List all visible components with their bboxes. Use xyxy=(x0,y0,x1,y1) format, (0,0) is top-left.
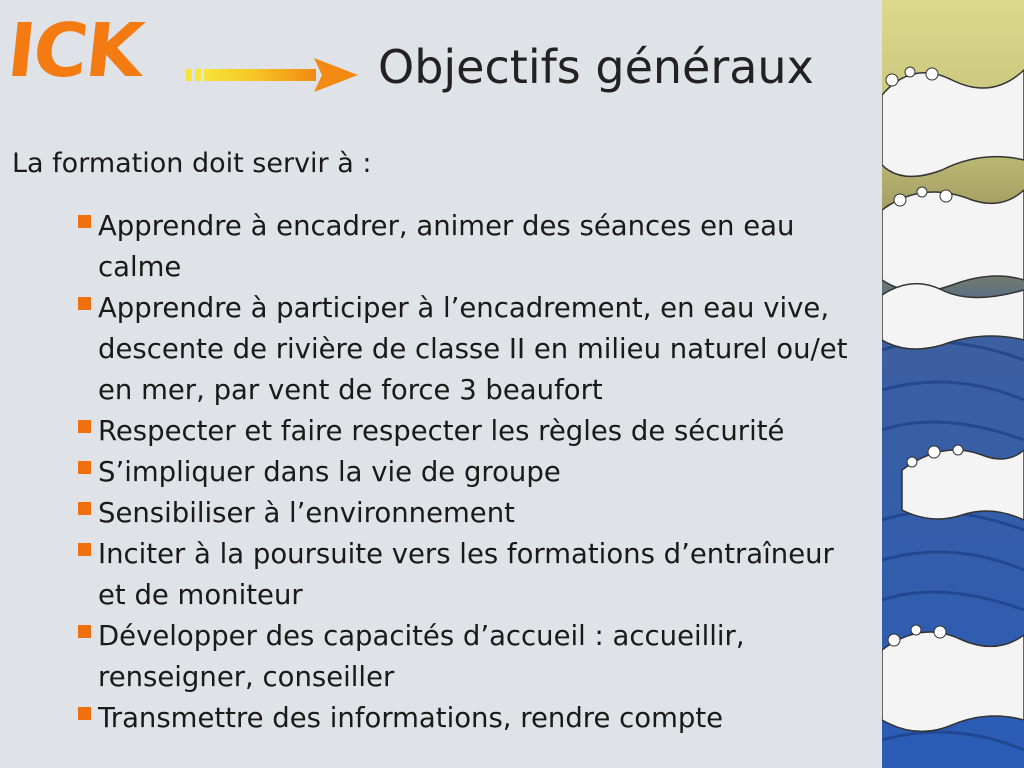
list-item-text: Inciter à la poursuite vers les formations d’entraîneur et de moniteur xyxy=(98,538,834,611)
list-item xyxy=(76,411,866,452)
list-item xyxy=(76,452,866,493)
list-item-text: Sensibiliser à l’environnement xyxy=(98,497,515,529)
arrow-right-icon xyxy=(186,56,358,96)
bullet-square-icon xyxy=(78,215,91,228)
list-item-text: Transmettre des informations, rendre compte xyxy=(98,702,724,734)
list-item xyxy=(76,698,866,739)
list-item-text: Apprendre à encadrer, animer des séances en eau calme xyxy=(98,210,795,283)
bullet-square-icon xyxy=(78,420,91,433)
bullet-square-icon xyxy=(78,502,91,515)
ick-logo: ICK xyxy=(3,8,146,94)
bullet-square-icon xyxy=(78,543,91,556)
list-item xyxy=(76,616,866,698)
objectives-list xyxy=(76,206,866,739)
bullet-square-icon xyxy=(78,461,91,474)
intro-text: La formation doit servir à : xyxy=(12,148,372,179)
list-item xyxy=(76,534,866,616)
list-item-text: S’impliquer dans la vie de groupe xyxy=(98,456,561,488)
list-item xyxy=(76,493,866,534)
list-item-text: Apprendre à participer à l’encadrement, en eau vive, descente de rivière de classe II en milieu naturel ou/et en mer, par vent de force 3 beaufort xyxy=(98,292,848,406)
page-title: Objectifs généraux xyxy=(378,40,814,94)
list-item xyxy=(76,206,866,288)
bullet-square-icon xyxy=(78,707,91,720)
bullet-square-icon xyxy=(78,625,91,638)
bullet-square-icon xyxy=(78,297,91,310)
list-item-text: Respecter et faire respecter les règles de sécurité xyxy=(98,415,785,447)
list-item-text: Développer des capacités d’accueil : accueillir, renseigner, conseiller xyxy=(98,620,745,693)
list-item xyxy=(76,288,866,411)
wave-decoration xyxy=(882,0,1024,768)
